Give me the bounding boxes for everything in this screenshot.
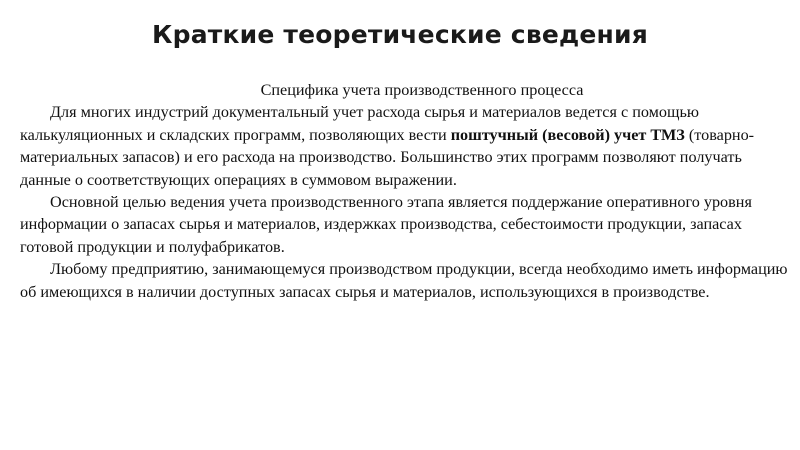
slide-title: Краткие теоретические сведения — [152, 20, 648, 49]
paragraph-1-bold-term: поштучный (весовой) учет ТМЗ — [450, 125, 685, 144]
paragraph-1 — [20, 101, 790, 191]
paragraph-1-text: Для многих индустрий документальный учет расхода сырья и материалов ведется с помощью калькуляционных и складских программ, позволяющих вести — [20, 103, 699, 144]
paragraph-2: Основной целью ведения учета производственного этапа является поддержание оперативного уровня информации о запасах сырья и материалов, издержках производства, себестоимости продукции, запасах готовой продукции и полуфабрикатов. — [20, 193, 752, 256]
slide-body — [20, 79, 790, 303]
slide-subtitle: Специфика учета производственного процесса — [260, 81, 584, 99]
paragraph-3: Любому предприятию, занимающемуся производством продукции, всегда необходимо иметь информацию об имеющихся в наличии доступных запасах сырья и материалов, использующихся в производстве. — [20, 260, 788, 301]
paragraph-1-text-end: (товарно-материальных запасов) и его расхода на производство. Большинство этих программ позволяют получать данные о соответствующих операциях в суммовом выражении. — [20, 125, 755, 189]
